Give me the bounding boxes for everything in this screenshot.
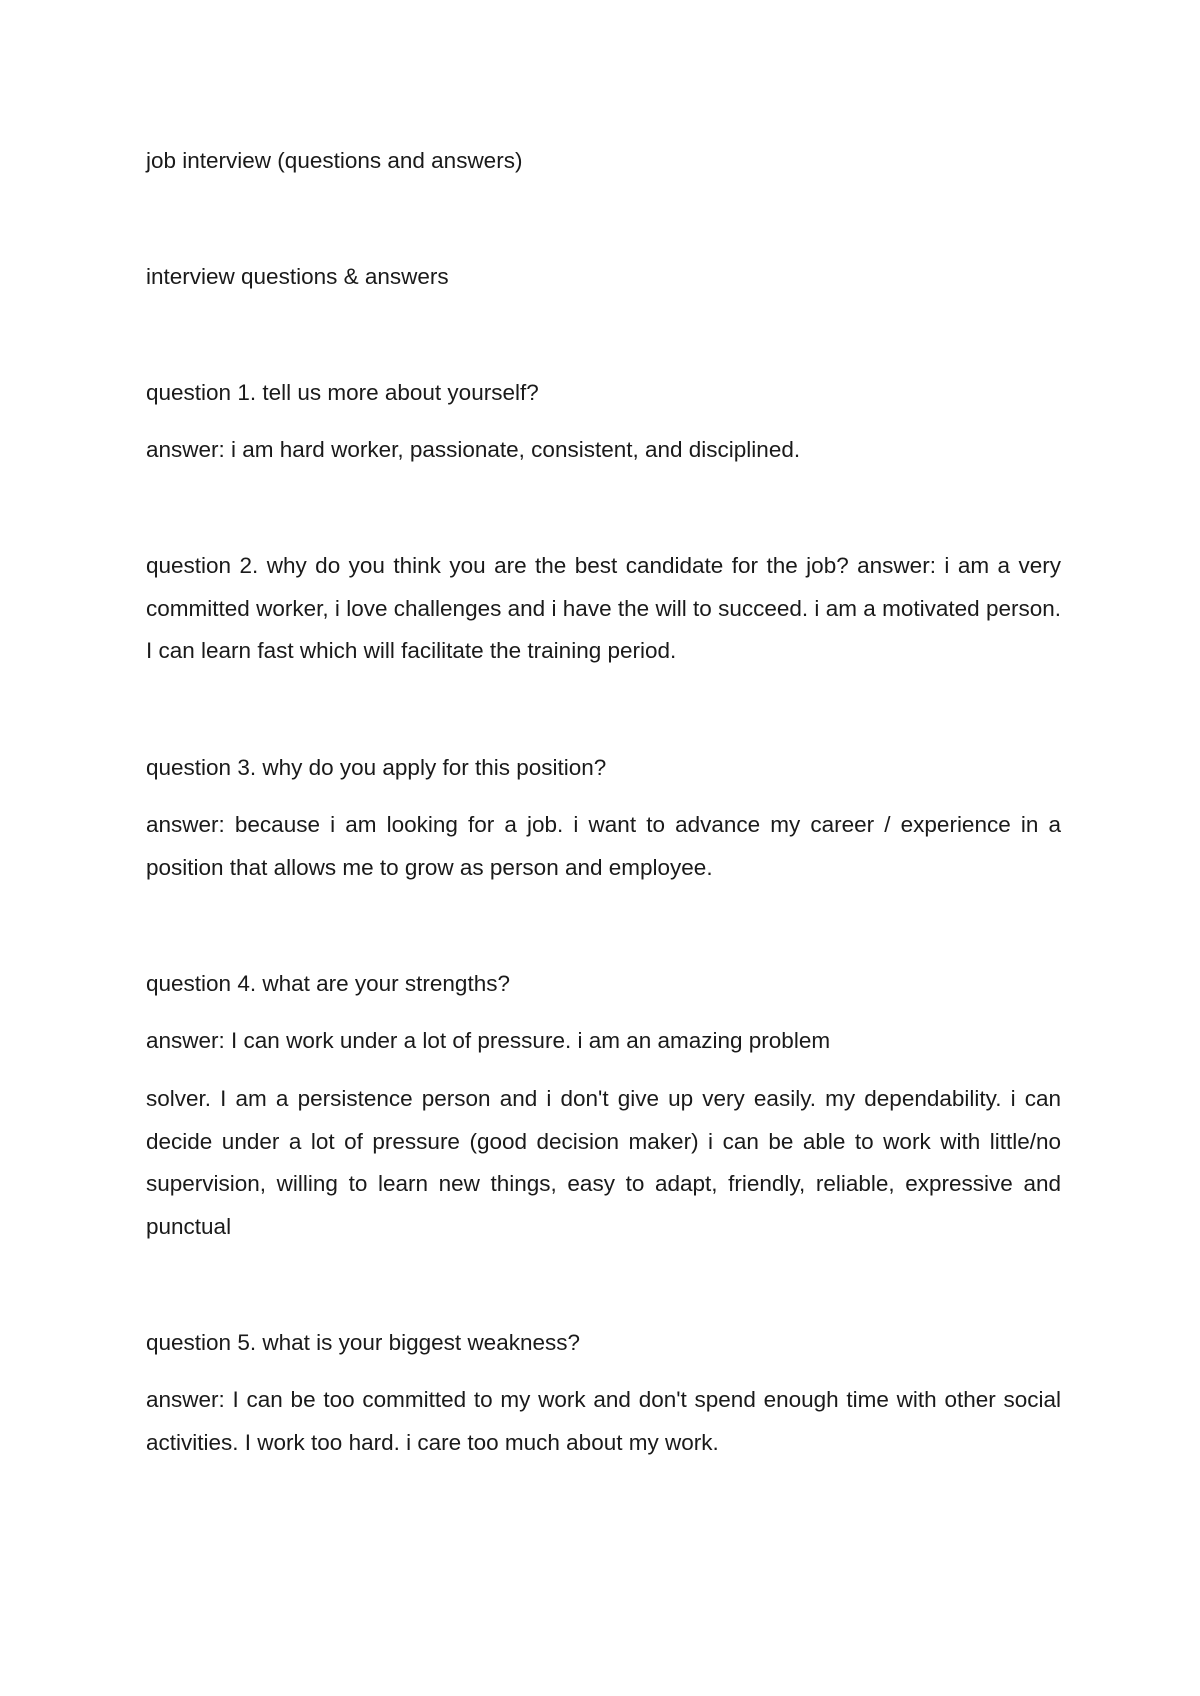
document-title: job interview (questions and answers) [146, 148, 523, 173]
question-4: question 4. what are your strengths? [146, 971, 510, 996]
question-1: question 1. tell us more about yourself? [146, 380, 539, 405]
answer-3: answer: because i am looking for a job. i want to advance my career / experience in a position that allows me to grow as person and employee. [146, 812, 1061, 880]
answer-1: answer: i am hard worker, passionate, consistent, and disciplined. [146, 437, 801, 462]
question-3: question 3. why do you apply for this position? [146, 755, 607, 780]
question-answer-2: question 2. why do you think you are the best candidate for the job? answer: i am a very committed worker, i love challenges and i have the will to succeed. i am a motivated person. I can learn fast which will facilitate the training period. [146, 553, 1061, 663]
answer-4-continued: solver. I am a persistence person and i don't give up very easily. my dependability. i can decide under a lot of pressure (good decision maker) i can be able to work with little/no supervision, willing to learn new things, easy to adapt, friendly, reliable, expressive and punctual [146, 1086, 1061, 1239]
question-5: question 5. what is your biggest weakness? [146, 1330, 581, 1355]
answer-4-line-1: answer: I can work under a lot of pressure. i am an amazing problem [146, 1028, 831, 1053]
answer-5: answer: I can be too committed to my work and don't spend enough time with other social activities. I work too hard. i care too much about my work. [146, 1387, 1061, 1455]
document-subtitle: interview questions & answers [146, 264, 449, 289]
